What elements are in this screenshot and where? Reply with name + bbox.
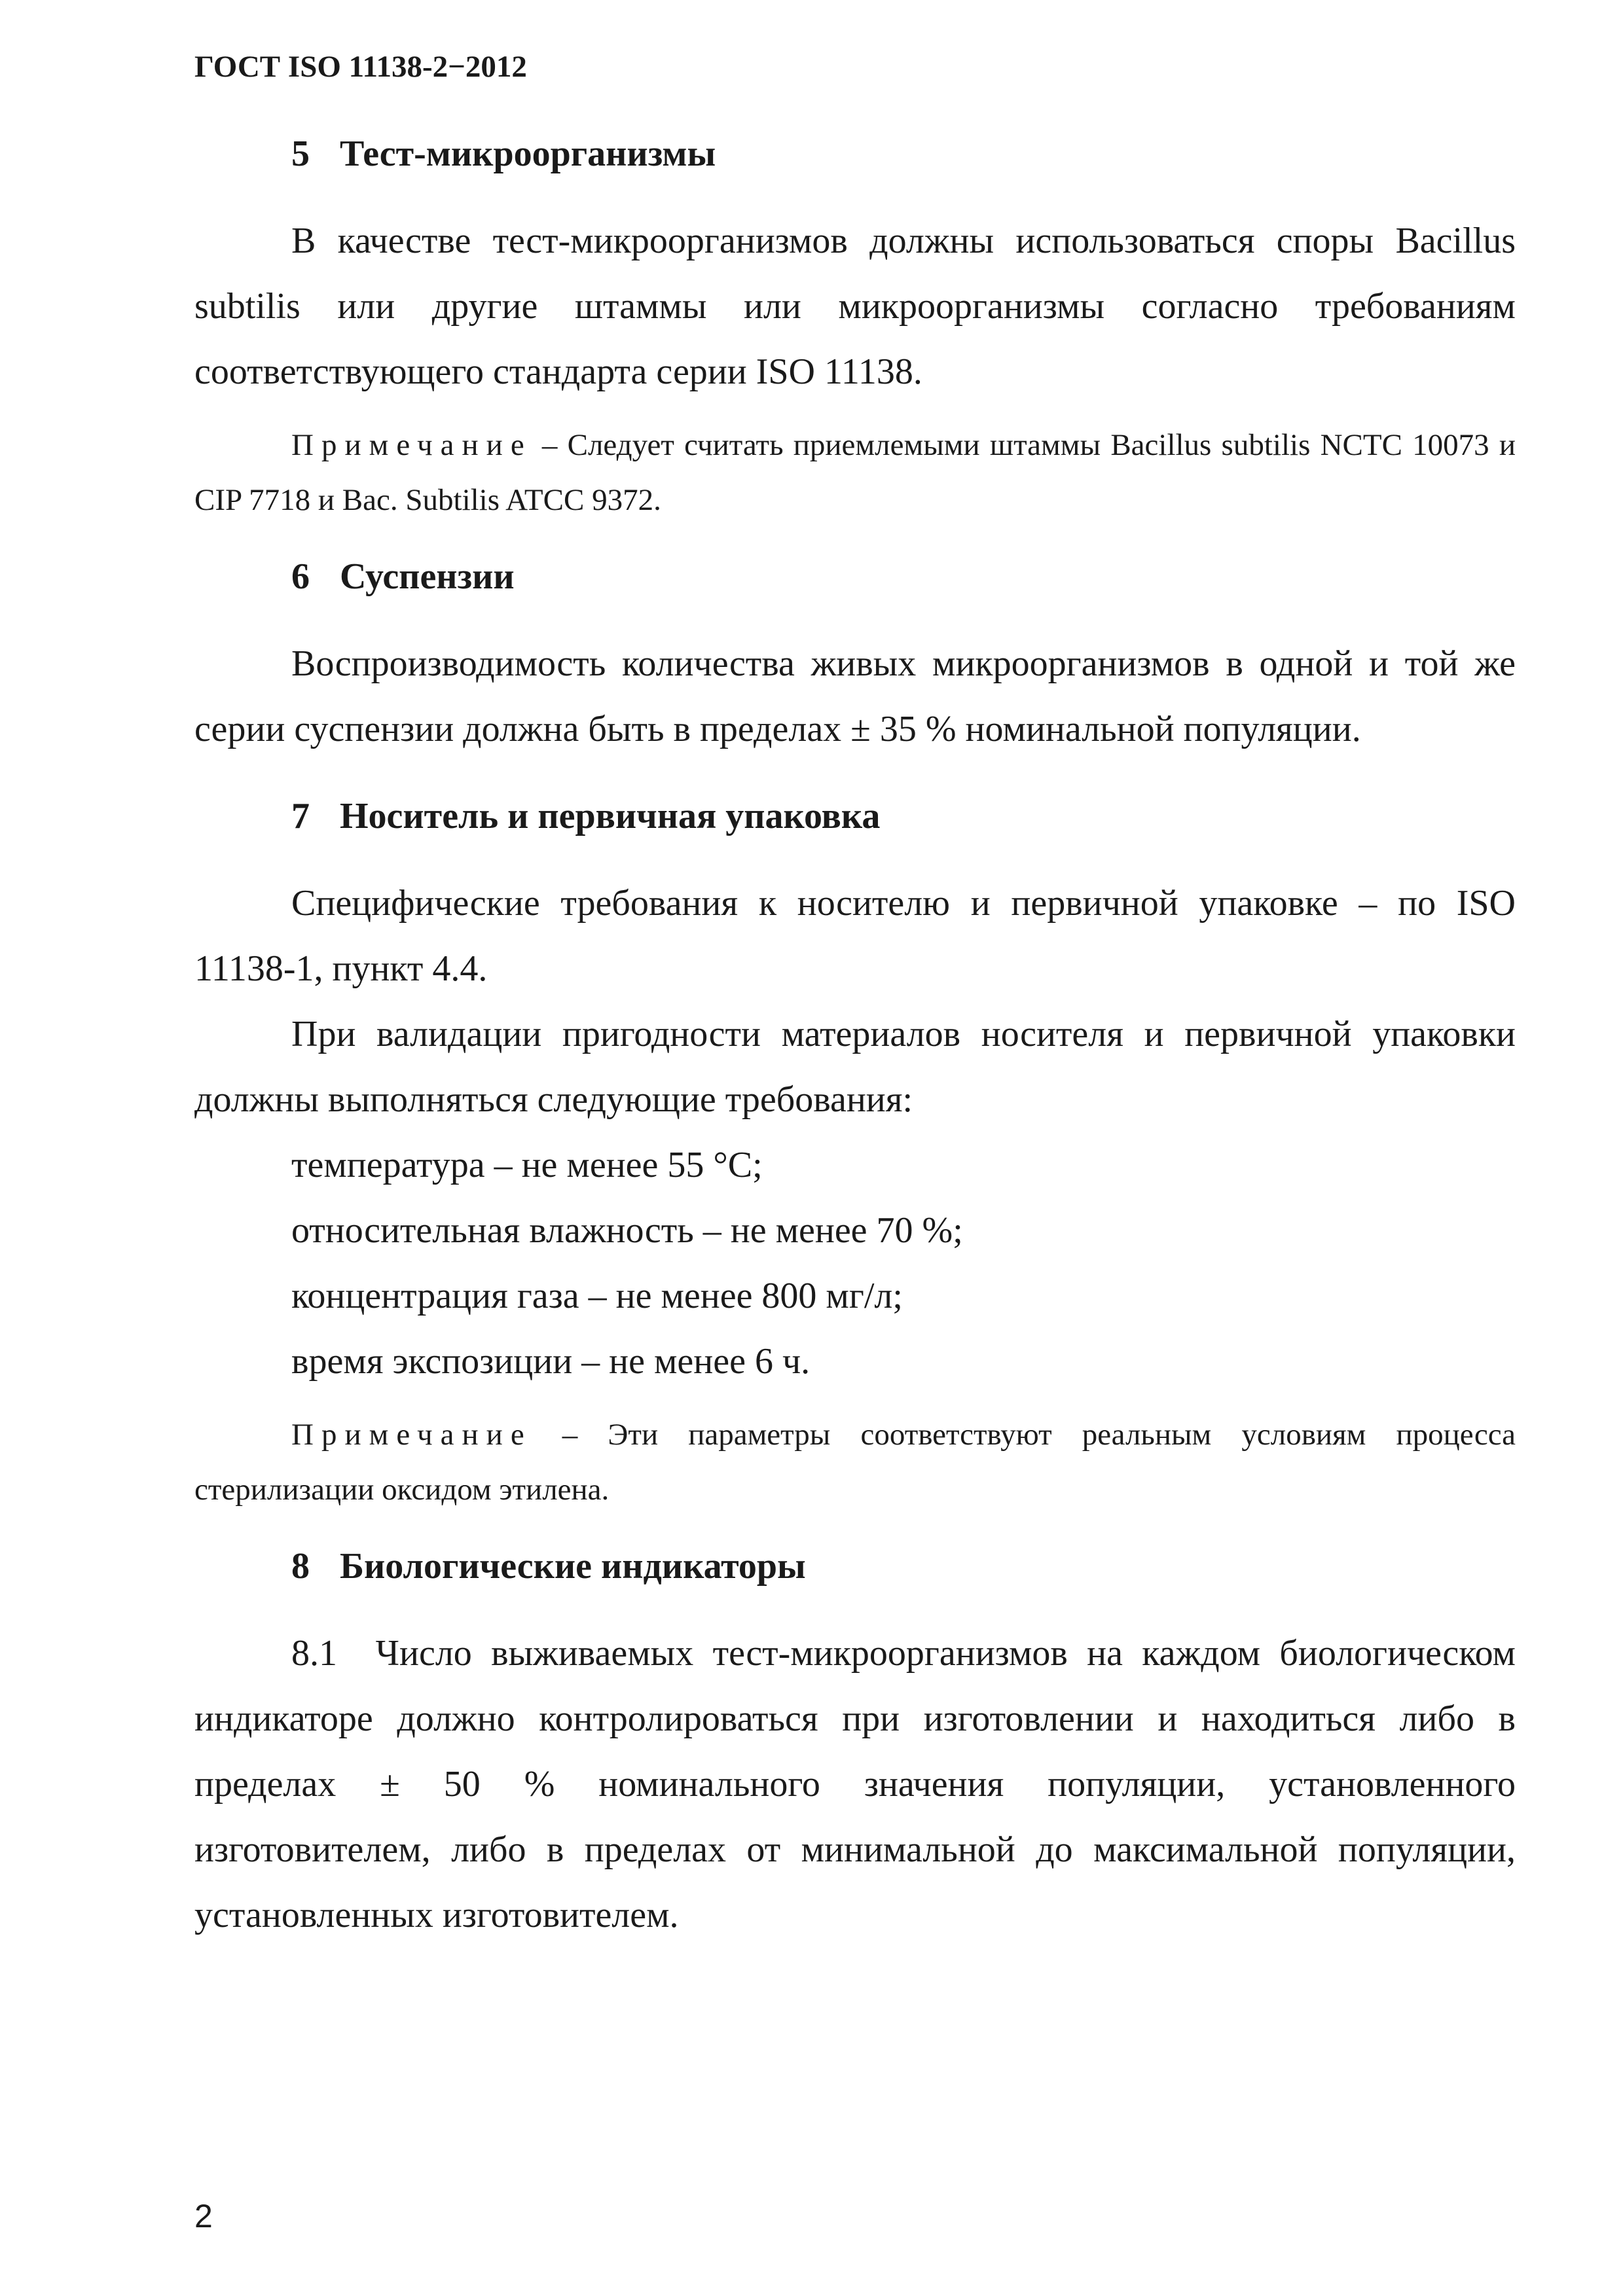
note-text: – Эти параметры соответствуют реальным условиям процесса стерилизации оксидом этилена. xyxy=(194,1418,1516,1507)
section-5-number: 5 xyxy=(291,134,310,174)
section-8-title: Биологические индикаторы xyxy=(340,1546,806,1587)
section-8-heading xyxy=(194,1543,1516,1589)
section-6-title: Суспензии xyxy=(340,556,515,597)
section-5-note xyxy=(194,418,1516,528)
section-6-number: 6 xyxy=(291,556,310,597)
section-8-number: 8 xyxy=(291,1546,310,1587)
section-7-title: Носитель и первичная упаковка xyxy=(340,796,881,836)
requirement-item-gas-concentration: концентрация газа – не менее 800 мг/л; xyxy=(291,1276,903,1316)
requirement-item-temperature: температура – не менее 55 °С; xyxy=(291,1145,763,1185)
note-label: Примечание xyxy=(291,1418,532,1452)
section-7-number: 7 xyxy=(291,796,310,836)
requirement-item-exposure-time: время экспозиции – не менее 6 ч. xyxy=(291,1341,811,1382)
note-text: – Следует считать приемлемыми штаммы Bacillus subtilis NCTC 10073 и CIP 7718 и Bac. Subtilis ATCC 9372. xyxy=(194,428,1516,517)
note-label: Примечание xyxy=(291,428,532,462)
section-7-paragraph-1: Специфические требования к носителю и первичной упаковке – по ISO 11138-1, пункт 4.4. xyxy=(194,883,1516,989)
document-header: ГОСТ ISO 11138-2−2012 xyxy=(194,50,527,84)
requirement-item-humidity: относительная влажность – не менее 70 %; xyxy=(291,1210,963,1251)
document-body xyxy=(194,131,1525,1948)
section-6-paragraph: Воспроизводимость количества живых микроорганизмов в одной и той же серии суспензии должна быть в пределах ± 35 % номинальной популяции. xyxy=(194,643,1516,749)
section-7-heading xyxy=(194,793,1516,839)
section-7-note xyxy=(194,1407,1516,1517)
section-7-paragraph-2: При валидации пригодности материалов носителя и первичной упаковки должны выполняться следующие требования: xyxy=(194,1014,1516,1120)
page-number: 2 xyxy=(194,2198,213,2234)
section-5-title: Тест-микроорганизмы xyxy=(340,134,716,174)
section-5-heading xyxy=(194,131,1516,177)
section-5-paragraph: В качестве тест-микроорганизмов должны использоваться споры Bacillus subtilis или другие штаммы или микроорганизмы согласно требованиям соответствующего стандарта серии ISO 11138. xyxy=(194,221,1516,392)
section-6-heading xyxy=(194,554,1516,600)
section-8-paragraph: 8.1 Число выживаемых тест-микроорганизмов на каждом биологическом индикаторе должно контролироваться при изготовлении и находиться либо в пределах ± 50 % номинального значения популяции, установленного изготовителем, либо в пределах от минимальной до максимальной популяции, установленных изготовителем. xyxy=(194,1633,1525,1935)
